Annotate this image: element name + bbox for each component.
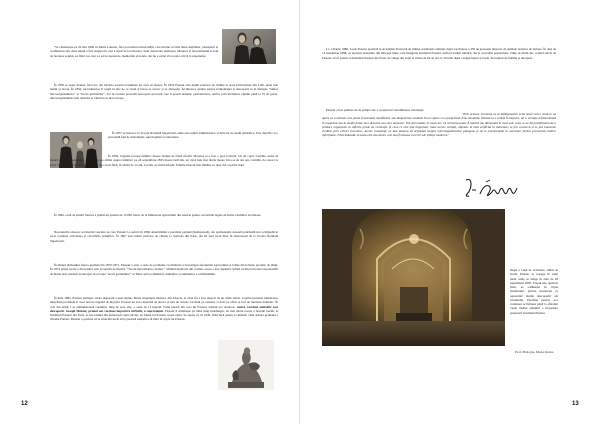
page-number-right: 13 xyxy=(572,401,579,407)
photo-pasteur-crypt xyxy=(322,209,505,346)
pasteur-signature xyxy=(462,176,520,202)
rabies-bold-text: Astfel, vaccinul antirabic este descoperit. Joseph Meister, primul om vaccinat împotriva turbării, a supraviețuit. xyxy=(50,304,278,313)
crypt-interior-image xyxy=(322,209,505,346)
paragraph-normal-school: În 1857 se întoarce la Școala Normală Superioară, unde este numit administrator și director de studii științifice. Este deschis cu o personală față de diplomație, supraveghere și autoritate. xyxy=(108,131,278,140)
paragraph-marriage-side xyxy=(254,48,279,68)
paragraph-virulence-intro: Pasteur a fost primul om de știință care a recunoscut variabilitatea virulenței: xyxy=(326,108,424,112)
rabies-intro-text: În iulie 1885, Pasteur primește vizita disperată a unei mame, Marie Angelique Meister, din Alsacia, al cărei fiu a fost mușcat de un câine turbat. Copilul prezenta numeroase mușcături profunde și avea nevoie urgentă de îngrijiri. Pasteur nu avea diplomă de doctor și nici nu testase vaccinul pe oameni, ci doar pe câini. A fost un moment dramatic. În cele din urmă, i se administrează copilului, timp de zece zile, o serie de 13 injecții. Când pleacă din casa lui Pasteur, băiatul era vindecat. xyxy=(50,296,278,309)
photo-statue xyxy=(218,340,274,390)
paragraph-lille: În 1850 se naște Jeanne, fiica lor, dar bucuria acestui eveniment nu avea să dureze. În 1854 Pasteur este numit profesor de chimie la noua Universitate din Lille, unde este numit și decan. În 1856, un industriaș îl roagă să afle de ce vinul și berea se acresc și se alterează. Își întoarce atenția asupra fermentației și descoperă ce el numește "lumea microorganismelor" și "teoria germenilor". Tot în această perioadă descoperă procesul care îi poartă numele: pasteurizarea. Astfel, prin încălzirea vinului până la 55 de grade, microorganismele sunt omorâte și vinul nu se mai acrește. xyxy=(50,83,278,100)
right-page xyxy=(300,0,600,424)
author-credit: Prof. Biologie, Mona Ozana xyxy=(515,350,554,354)
paragraph-tragedy: În 1859, tragedia lovește familia: moare Jeanne de febră tifoidă. Moartea ei a fost o grea lovitură. Un alt copil, Camille, urma să moară cu un an mai târziu. Fatalitatea s-a abătut asupra familiei: pe 24 septembrie 1865 moare tatăl său, iar cinci luni mai târziu moare fiica sa de doi ani, Camille, de cancer la ficat. Opt luni mai târziu moare și cea de-a treia fiică, în vârstă de 12 ani, Cecilia, de febră tifoidă. Familia Pasteur mai rămâne cu doar doi copii în viață. xyxy=(50,154,278,167)
page-number-left: 12 xyxy=(21,401,28,407)
paragraph-institute: La 1 martie 1886, Louis Pasteur prezintă la Academia Franceză de Științe rezultatele obținute după vaccinarea a 350 de persoane mușcate de animale bolnave de turbare. În data de 14 noiembrie 1888, cu ajutorul donațiilor din întreaga lume, este inaugurat Institutul Pasteur, dedicat tratării turbării, dar și cercetării pasteuriene. Timp de mulți ani, copilul salvat de Pasteur a fost paznic la Institutul Pasteur din Paris. Se stinge din viață la vârsta de 64 de ani, la 10 iulie după o lungă luptă cu boala, înconjurat de familie și discipoli. xyxy=(322,47,556,60)
paragraph-marriage: "Se căsătorește pe 29 mai 1849 cu Marie Laurent, fiica rectorului universității, care devine cel mai mare susținător, partenerul și confidentul său. Ziua nunții a fost singura în care a lipsit de la laborator. Sunt cunoscute tandrețea, răbdarea și devotamentul ei față de lucrarea soțului, ea fiind cea care i-a scris rapoartele, memoriile și notele, dar nu a ezitat să ia parte activă la experiențe. xyxy=(50,45,218,58)
paragraph-prize: În 1866, ortul de știință francez a primit un premiu de 10 000 franci de la Ministerul agriculturii din Austria pentru cercetările legate de bolile viermilor de mătase. xyxy=(54,213,262,217)
caption-final-years: După o viață de activitate, slăbit de boală, Pasteur se retrage în satul natal, unde se stinge în ziua de 28 septembrie 1895. Trupul său, ajuns în final, se odihnește în cripta Institutului, printre mozaicuri ce reprezintă marile descoperiri ale savantului. Paralizat parțial, și-a continuat activitatea până la sfârșitul vieții, lăsând omenirii o moștenire prețioasă: Institutul Pasteur. xyxy=(510,268,558,315)
quote-virulence: "Prin urmare, virulența nu se înfățișează în ochii noștri sub o nouă zi, ea apare ca o entitate care poate fi atenuată, modificată, sau dimpotrivă, exaltată. Ea ne apare ca o proprietate fixă, imuabilă, fiindcă nu o vedem în mișcare, iar o variație infinitesimală în organism sau în mediu poate să o dezvolte sau să o atenueze. Noi știm astăzi, în mod cert, că virulența poate fi mărită sau diminuată în mod voit, ceea ce ne dă posibilitatea de a produce organisme cu diferite grade de virulență. Și ceea ce este mai important, toate aceste variații, obținute în mod artificial în laborator, se pot conserva și se pot transmite ereditar prin culturi succesive. Aceste cunoștințe ne dau puterea să acționăm asupra microorganismelor patogene și să le transformăm în vaccinuri pentru prevenirea bolilor infecțioase. Fără îndoială, aceasta este una dintre cele mai frumoase cuceriri ale științei moderne." xyxy=(322,112,556,138)
paragraph-stroke: Neocazurile obosesc accidentul vascular pe care Pasteur l-a suferit în 1866 determinând o paralizie parțială (hemipareză), dar permanentă. Această problemă nu l-a împiedicat să-și continue activitatea și cercetările științifice. În 1867 este numit profesor de chimie la Sorbona din Paris, dar își lasă locul liber în laboratorul de la Școala Normală Superioară. xyxy=(50,230,278,243)
statue-image xyxy=(218,340,274,390)
rabies-rest-text: Pasteur îl urmărește pe băiat timp îndelungat, iar mai târziu acesta a devenit paznic la Institutul Pasteur din Paris. A fost primul din numeroșii copii salvați, iar faima lui Pasteur crește rapid. Se spune că, în 1940, fiind încă paznic la institut, când armata germană a invadat Parisul, Meister a preferat să se sinucidă decât să le permită naziștilor să intre în cripta lui Pasteur. xyxy=(50,308,278,322)
paragraph-war: În timpul războiului franco-german din 1870-1871, Pasteur a avut o serie de probleme cu militarii ce investigau afecțiunile septicemiei și bolile microbiene produse de plăgi. În 1874 prima teorie a microbilor este acceptată de medici, "Teoria microbiană a bolilor". Sfidării medicale din vremea aceea a fost depășită. Știind că microbii sunt responsabili de multe boli, medicii au început să accepte "teoria germenilor" ca fiind certă și sănătatea oamenilor și animalelor s-a îmbunătățit. xyxy=(50,263,278,276)
